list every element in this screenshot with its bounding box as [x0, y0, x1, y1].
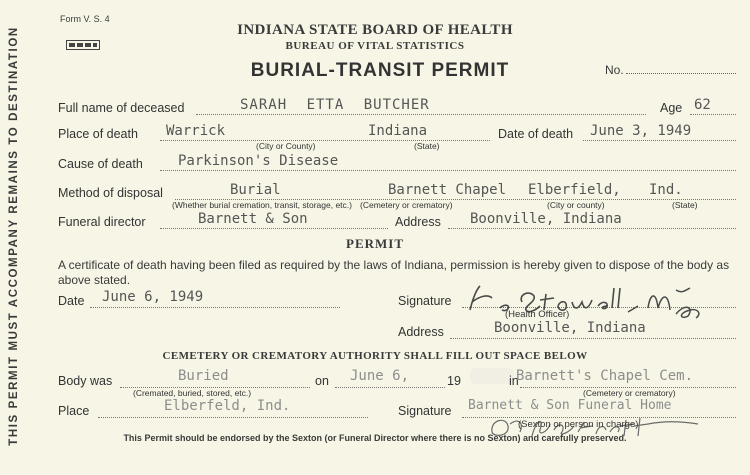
permit-number-line — [626, 73, 736, 74]
year-prefix: 19 — [447, 374, 461, 388]
document-title: BURIAL-TRANSIT PERMIT — [250, 60, 510, 81]
place-county-caption: (City or County) — [256, 141, 316, 151]
health-officer-signature-icon — [462, 280, 722, 322]
permit-statement: A certificate of death having been filed as required by the laws of Indiana, permission is hereby given to dispose of the body as above stated. — [58, 258, 730, 287]
health-officer-caption: (Health Officer) — [505, 309, 570, 320]
cause-of-death-label: Cause of death — [58, 157, 143, 171]
date-of-death-line — [583, 140, 736, 141]
cemetery-section-heading: CEMETERY OR CREMATORY AUTHORITY SHALL FILL OUT SPACE BELOW — [162, 350, 588, 362]
bureau-name: BUREAU OF VITAL STATISTICS — [285, 40, 465, 52]
burial-date-value: June 6, — [350, 368, 410, 384]
deceased-name-line — [196, 114, 646, 115]
place-value: Elberfeld, Ind. — [164, 398, 291, 414]
cause-of-death-line — [160, 170, 736, 171]
permit-date-label: Date — [58, 294, 85, 308]
disposal-state-value: Ind. — [649, 182, 683, 198]
place-line — [98, 417, 368, 418]
side-notice-text: THIS PERMIT MUST ACCOMPANY REMAINS TO DESTINATION — [8, 26, 21, 446]
permit-address-line — [450, 338, 736, 339]
footer-instruction: This Permit should be endorsed by the Sexton (or Funeral Director where there is no Sexton) and carefully preserved. — [123, 433, 627, 443]
form-number: Form V. S. 4 — [60, 14, 110, 24]
place-of-death-label: Place of death — [58, 127, 138, 141]
body-was-label: Body was — [58, 374, 113, 388]
disposal-method-value: Burial — [230, 182, 281, 198]
disposal-cemetery-value: Barnett Chapel — [388, 182, 507, 198]
permit-address-label: Address — [398, 325, 444, 339]
deceased-name-label: Full name of deceased — [58, 101, 185, 115]
disposal-city-value: Elberfield, — [528, 182, 621, 198]
permit-heading: PERMIT — [346, 236, 404, 251]
body-was-caption: (Cremated, buried, stored, etc.) — [133, 388, 252, 398]
disposal-state-caption: (State) — [672, 200, 698, 210]
permit-number-label: No. — [605, 63, 624, 77]
funeral-director-value: Barnett & Son — [198, 211, 308, 227]
sexton-signature-label: Signature — [398, 404, 452, 418]
permit-date-value: June 6, 1949 — [102, 289, 204, 305]
permit-signature-label: Signature — [398, 294, 452, 308]
disposal-method-label: Method of disposal — [58, 186, 163, 200]
year-erasure — [470, 368, 514, 384]
body-was-value: Buried — [178, 368, 229, 384]
place-state-caption: (State) — [414, 141, 440, 151]
sexton-caption: (Sexton or person in charge) — [518, 419, 639, 430]
sexton-signature-value: Barnett & Son Funeral Home — [468, 398, 672, 413]
funeral-address-value: Boonville, Indiana — [470, 211, 622, 227]
disposal-cemetery-caption: (Cemetery or crematory) — [360, 200, 453, 210]
place-county-value: Warrick — [166, 123, 226, 139]
age-line — [690, 114, 736, 115]
burial-cemetery-caption: (Cemetery or crematory) — [583, 388, 676, 398]
in-label: in — [509, 374, 519, 388]
funeral-address-line — [448, 228, 736, 229]
funeral-director-line — [160, 228, 388, 229]
age-label: Age — [660, 101, 683, 115]
cause-of-death-value: Parkinson's Disease — [178, 153, 339, 169]
burial-cemetery-value: Barnett's Chapel Cem. — [516, 368, 694, 384]
permit-date-line — [90, 307, 340, 308]
place-of-death-line — [160, 140, 490, 141]
place-label: Place — [58, 404, 90, 418]
funeral-director-label: Funeral director — [58, 215, 146, 229]
disposal-city-caption: (City or county) — [547, 200, 605, 210]
date-of-death-value: June 3, 1949 — [590, 123, 692, 139]
permit-address-value: Boonville, Indiana — [494, 320, 646, 336]
board-name: INDIANA STATE BOARD OF HEALTH — [237, 22, 513, 38]
funeral-address-label: Address — [395, 215, 441, 229]
place-state-value: Indiana — [368, 123, 428, 139]
date-of-death-label: Date of death — [498, 127, 574, 141]
deceased-name-value: SARAH ETTA BUTCHER — [240, 97, 430, 113]
on-date-line — [335, 387, 445, 388]
disposal-method-caption: (Whether burial cremation, transit, storage, etc.) — [172, 200, 352, 210]
on-label: on — [315, 374, 329, 388]
age-value: 62 — [694, 97, 711, 113]
